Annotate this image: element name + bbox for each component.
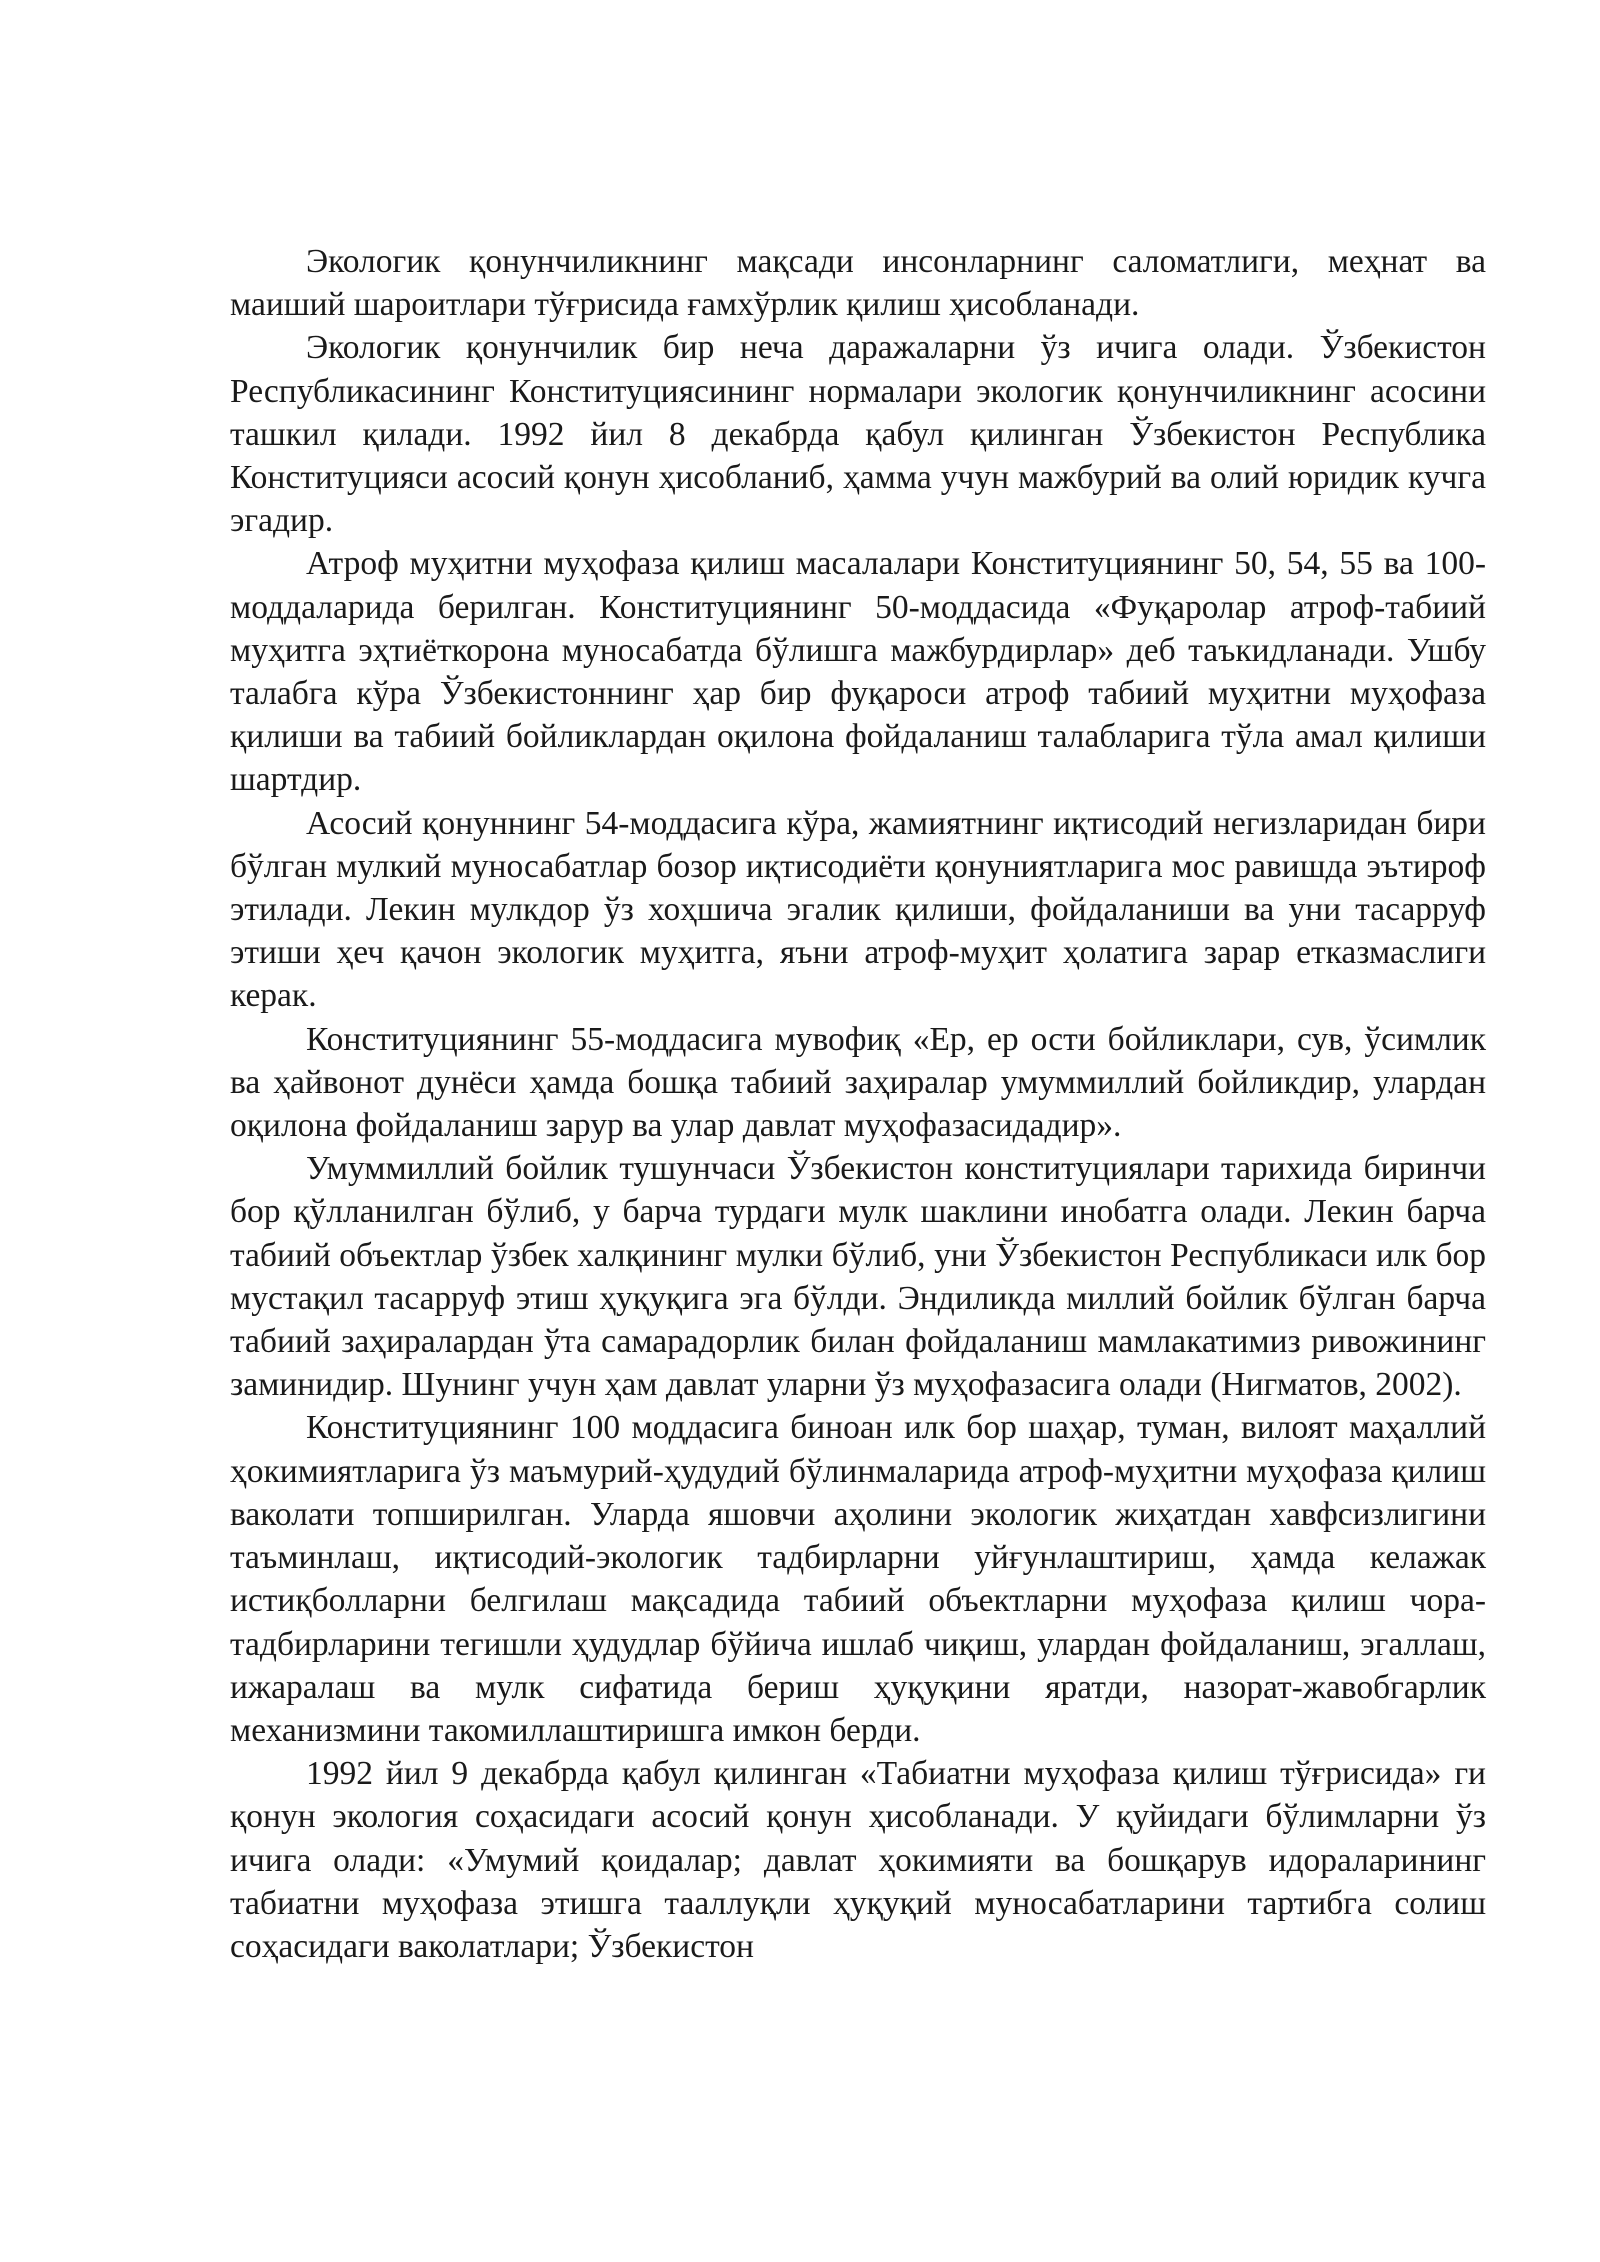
paragraph-5: Конституциянинг 55-моддасига мувофиқ «Ер, ер ости бойликлари, сув, ўсимлик ва ҳайвонот дунёси ҳамда бошқа табиий заҳиралар умуммиллий бойликдир, улардан оқилона фойдаланиш зарур ва улар давлат муҳофазасидадир». [230, 1020, 1486, 1145]
paragraph-8: 1992 йил 9 декабрда қабул қилинган «Табиатни муҳофаза қилиш тўғрисида» ги қонун экология соҳасидаги асосий қонун ҳисобланади. У қуйидаги бўлимларни ўз ичига олади: «Умумий қоидалар; давлат ҳокимияти ва бошқарув идораларининг табиатни муҳофаза этишга тааллуқли ҳуқуқий муносабатларини тартибга солиш соҳасидаги ваколатлари; Ўзбекистон [230, 1755, 1486, 1965]
paragraph-6: Умуммиллий бойлик тушунчаси Ўзбекистон конституциялари тарихида биринчи бор қўлланилган бўлиб, у барча турдаги мулк шаклини инобатга олади. Лекин барча табиий объектлар ўзбек халқининг мулки бўлиб, уни Ўзбекистон Республикаси илк бор мустақил тасарруф этиш ҳуқуқига эга бўлди. Эндиликда миллий бойлик бўлган барча табиий заҳиралардан ўта самарадорлик билан фойдаланиш мамлакатимиз ривожининг заминидир. Шунинг учун ҳам давлат уларни ўз муҳофазасига олади (Нигматов, 2002). [230, 1150, 1486, 1404]
paragraph-4: Асосий қонуннинг 54-моддасига кўра, жамиятнинг иқтисодий негизларидан бири бўлган мулкий муносабатлар бозор иқтисодиёти қонуниятларига мос равишда эътироф этилади. Лекин мулкдор ўз хоҳшича эгалик қилиши, фойдаланиши ва уни тасарруф этиши ҳеч қачон экологик муҳитга, яъни атроф-муҳит ҳолатига зарар етказмаслиги керак. [230, 804, 1486, 1015]
paragraph-3: Атроф муҳитни муҳофаза қилиш масалалари Конституциянинг 50, 54, 55 ва 100-моддаларида берилган. Конституциянинг 50-моддасида «Фуқаролар атроф-табиий муҳитга эҳтиёткорона муносабатда бўлишга мажбурдирлар» деб таъкидланади. Ушбу талабга кўра Ўзбекистоннинг ҳар бир фуқароси атроф табиий муҳитни муҳофаза қилиши ва табиий бойликлардан оқилона фойдаланиш талабларига тўла амал қилиши шартдир. [230, 545, 1486, 799]
document-page [230, 240, 1486, 1968]
paragraph-2: Экологик қонунчилик бир неча даражаларни ўз ичига олади. Ўзбекистон Республикасининг Конституциясининг нормалари экологик қонунчиликнинг асосини ташкил қилади. 1992 йил 8 декабрда қабул қилинган Ўзбекистон Республика Конституцияси асосий қонун ҳисобланиб, ҳамма учун мажбурий ва олий юридик кучга эгадир. [230, 329, 1486, 540]
paragraph-7: Конституциянинг 100 моддасига биноан илк бор шаҳар, туман, вилоят маҳаллий ҳокимиятларига ўз маъмурий-ҳудудий бўлинмаларида атроф-муҳитни муҳофаза қилиш ваколати топширилган. Уларда яшовчи аҳолини экологик жиҳатдан хавфсизлигини таъминлаш, иқтисодий-экологик тадбирларни уйғунлаштириш, ҳамда келажак истиқболларни белгилаш мақсадида табиий объектларни муҳофаза қилиш чора-тадбирларини тегишли ҳудудлар бўйича ишлаб чиқиш, улардан фойдаланиш, эгаллаш, ижаралаш ва мулк сифатида бериш ҳуқуқини яратди, назорат-жавобгарлик механизмини такомиллаштиришга имкон берди. [230, 1409, 1486, 1749]
paragraph-1: Экологик қонунчиликнинг мақсади инсонларнинг саломатлиги, меҳнат ва маиший шароитлари тўғрисида ғамхўрлик қилиш ҳисобланади. [230, 243, 1486, 324]
